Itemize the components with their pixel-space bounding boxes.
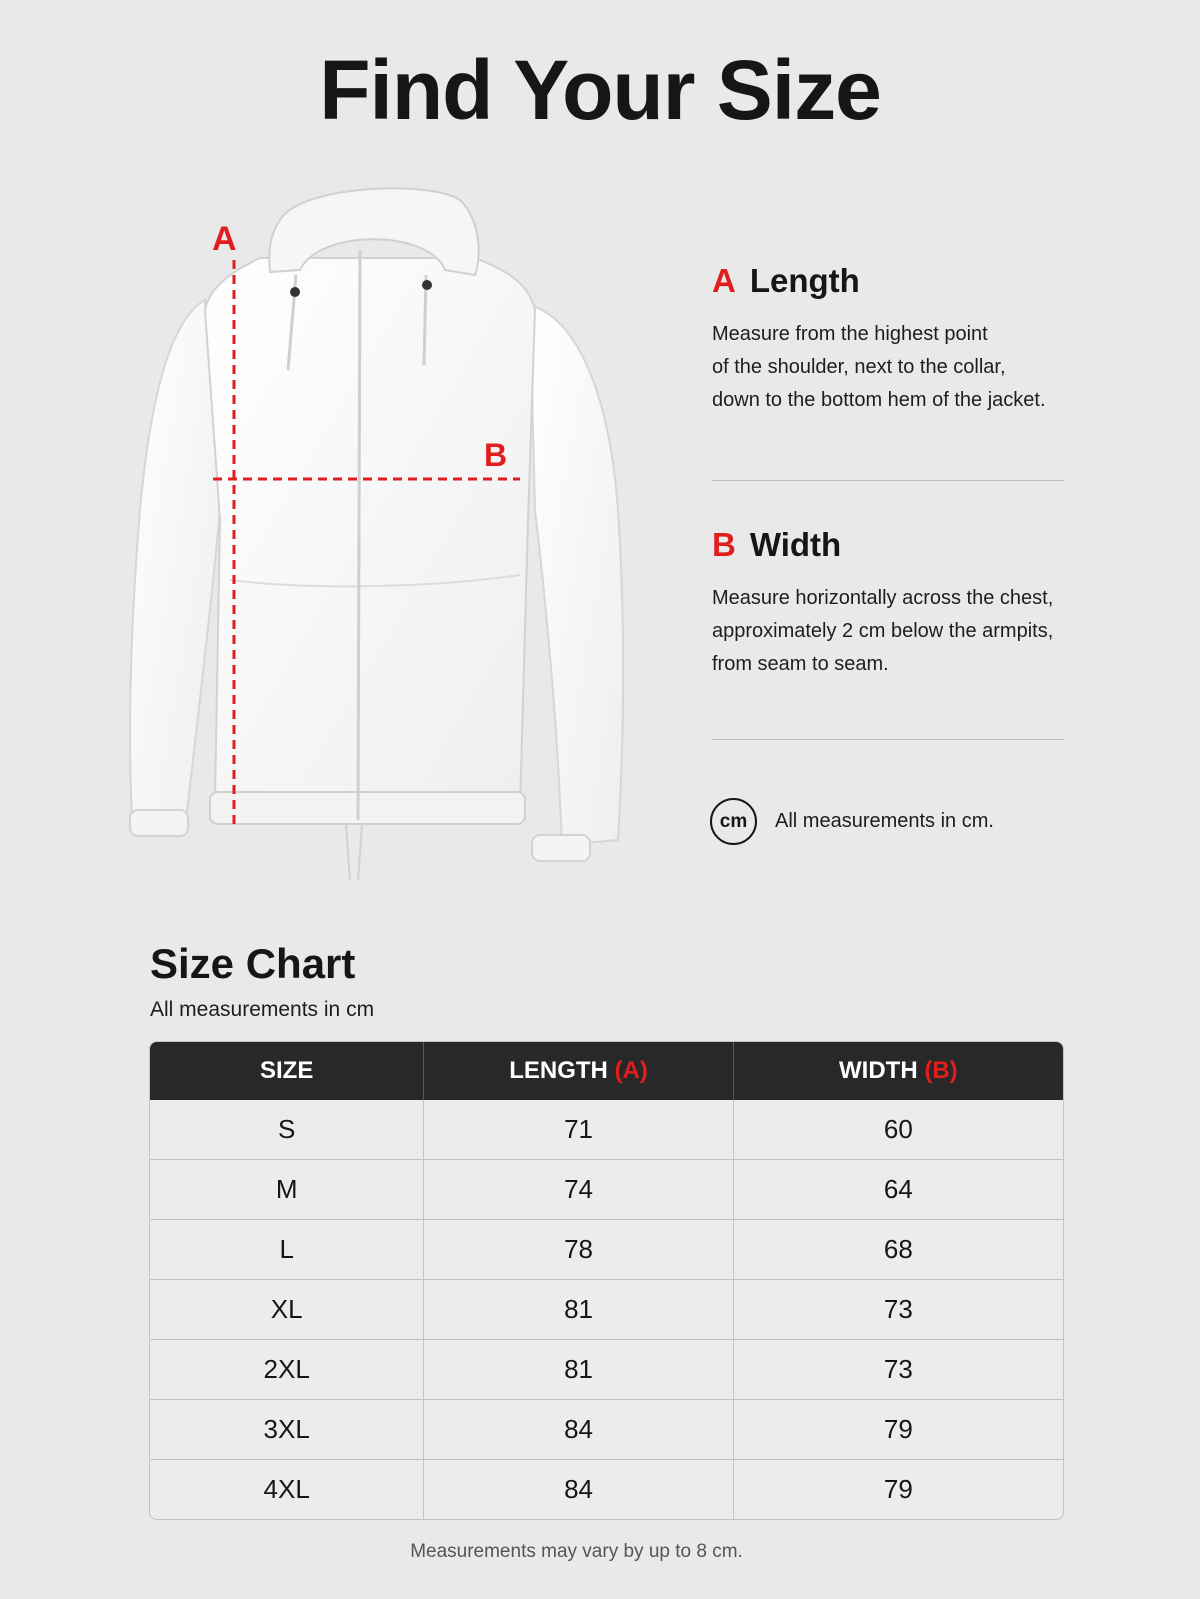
label-b: B (484, 437, 508, 473)
size-cell: 3XL (150, 1399, 424, 1459)
table-row (150, 1459, 1063, 1519)
size-cell: 4XL (150, 1459, 424, 1519)
size-cell: L (150, 1219, 424, 1279)
measurement-name: Width (749, 526, 842, 563)
label-a: A (212, 220, 237, 258)
length-cell: 78 (424, 1219, 733, 1279)
unit-note-row (710, 798, 994, 845)
size-cell: XL (150, 1279, 424, 1339)
header-size: SIZE (150, 1042, 424, 1100)
measurement-description: Measure horizontally across the chest, approximately 2 cm below the armpits, from seam to seam. (712, 587, 1054, 675)
measurement-length (712, 262, 1092, 417)
size-cell: 2XL (150, 1339, 424, 1399)
width-cell: 60 (883, 1114, 913, 1144)
length-cell: 81 (424, 1339, 733, 1399)
table-row (150, 1339, 1063, 1399)
size-chart-table (149, 1041, 1064, 1520)
width-cell: 68 (734, 1219, 1063, 1279)
measurement-description: Measure from the highest point of the shoulder, next to the collar, down to the bottom hem of the jacket. (712, 323, 1046, 411)
width-cell: 73 (734, 1279, 1063, 1339)
width-cell: 79 (734, 1399, 1063, 1459)
length-cell: 84 (424, 1459, 733, 1519)
page-title: Find Your Size (319, 43, 881, 137)
width-cell: 73 (734, 1339, 1063, 1399)
size-chart-subtitle: All measurements in cm (150, 998, 375, 1021)
table-row (150, 1279, 1063, 1339)
footnote: Measurements may vary by up to 8 cm. (410, 1541, 743, 1562)
table-row (150, 1219, 1063, 1279)
width-cell: 79 (734, 1459, 1063, 1519)
size-cell: S (150, 1100, 424, 1159)
jacket-body (130, 188, 623, 880)
table-row (150, 1159, 1063, 1219)
measurement-width (712, 526, 1092, 681)
length-cell: 74 (424, 1159, 733, 1219)
divider (712, 480, 1064, 481)
length-cell: 84 (424, 1399, 733, 1459)
table-header-row (150, 1042, 1063, 1100)
unit-note: All measurements in cm. (775, 810, 994, 832)
table-row (150, 1399, 1063, 1459)
header-width: WIDTH (B) (734, 1042, 1063, 1100)
width-cell: 64 (734, 1159, 1063, 1219)
header-length: LENGTH (A) (424, 1042, 733, 1100)
jacket-illustration (110, 180, 650, 900)
cm-icon: cm (710, 798, 757, 845)
measurement-letter: B (712, 526, 736, 563)
measurement-name: Length (749, 262, 860, 299)
size-chart-title: Size Chart (150, 940, 356, 987)
table-row (150, 1100, 1063, 1159)
size-cell: M (150, 1159, 424, 1219)
length-cell: 71 (424, 1100, 733, 1159)
length-cell: 81 (424, 1279, 733, 1339)
measurement-letter: A (712, 262, 736, 299)
divider (712, 739, 1064, 740)
